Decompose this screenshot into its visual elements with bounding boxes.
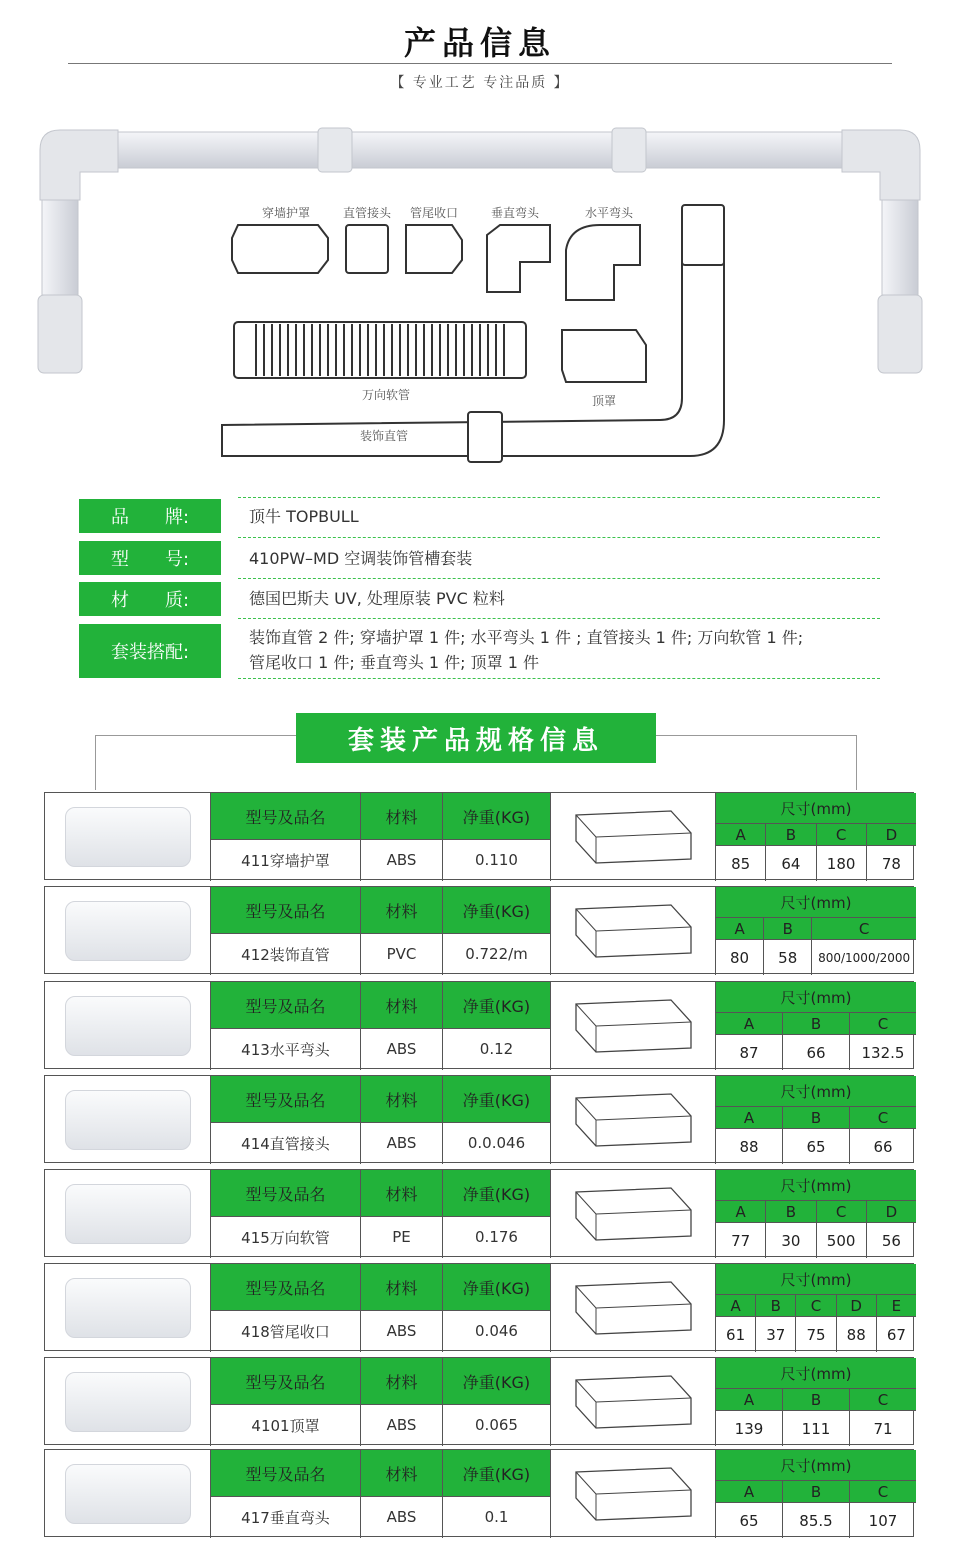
model-name: 415万向软管 [210,1216,360,1258]
page-subtitle: 【 专业工艺 专注品质 】 [390,75,570,91]
dimension-header-row [716,1480,916,1502]
dimension-header-row [716,1388,916,1410]
row-divider [210,1028,550,1029]
dimension-key: A [734,919,745,938]
product-photo [65,1464,191,1524]
weight-value: 0.722/m [442,933,550,975]
spec-title: 套装产品规格信息 [296,713,656,763]
dimension-value-row [716,1128,916,1164]
row-divider [210,1122,550,1123]
weight-value: 0.110 [442,839,550,881]
model-name: 412装饰直管 [210,933,360,975]
dimension-table [715,1264,915,1352]
row-divider [210,1496,550,1497]
dimension-value: 107 [849,1503,916,1538]
product-photo [65,1184,191,1244]
model-name: 411穿墙护罩 [210,839,360,881]
dimension-diagram [550,982,715,1070]
weight-value: 0.065 [442,1404,550,1446]
header-model: 型号及品名 [210,1450,360,1496]
dimension-key: D [866,1201,916,1222]
row-divider [210,1310,550,1311]
dimension-table [715,1170,915,1258]
dimension-value: 800/1000/2000 [811,940,916,975]
row-divider [210,1216,550,1217]
dimension-table [715,982,915,1070]
dimension-key: B [763,918,811,939]
header-weight: 净重(KG) [442,982,550,1028]
spec-row [44,792,914,880]
dimension-value: 132.5 [849,1035,916,1070]
info-divider [238,497,880,498]
dimension-value-row [716,1410,916,1446]
dimension-key: B [782,1389,849,1410]
weight-value: 0.176 [442,1216,550,1258]
header-model: 型号及品名 [210,1358,360,1404]
model-name: 417垂直弯头 [210,1496,360,1538]
dimension-value-row [716,939,916,975]
spec-row [44,1449,914,1537]
dimension-header-row [716,823,916,845]
dimension-key: C [795,1295,835,1316]
dimension-key: C [811,918,916,939]
dimension-header-row [716,1294,916,1316]
dimension-value: 87 [739,1043,759,1062]
dimension-diagram [550,793,715,881]
dimension-value: 85.5 [782,1503,849,1538]
material-value: PE [360,1216,442,1258]
dimension-key: C [849,1013,916,1034]
header-model: 型号及品名 [210,982,360,1028]
dimension-key: A [743,1482,755,1501]
material-value: PVC [360,933,442,975]
info-divider [238,618,880,619]
header-weight: 净重(KG) [442,1170,550,1216]
dimension-table [715,1076,915,1164]
dimension-title: 尺寸(mm) [716,1170,916,1200]
dimension-value: 66 [782,1035,849,1070]
title-divider [68,63,892,64]
dimension-table [715,1358,915,1446]
dimension-key: B [782,1107,849,1128]
header-material: 材料 [360,1264,442,1310]
dimension-value: 85 [731,854,751,873]
info-value: 410PW–MD 空调装饰管槽套装 [249,549,473,568]
dimension-key: B [765,1201,815,1222]
dimension-value: 61 [726,1325,746,1344]
model-name: 4101顶罩 [210,1404,360,1446]
dimension-value: 78 [866,846,916,881]
dimension-title: 尺寸(mm) [716,1076,916,1106]
dimension-value-row [716,1034,916,1070]
info-model [79,541,884,575]
header-material: 材料 [360,887,442,933]
dimension-table [715,793,915,881]
dimension-header-row [716,917,916,939]
info-material [79,582,884,616]
info-value-line2: 管尾收口 1 件; 垂直弯头 1 件; 顶罩 1 件 [249,653,540,672]
header-weight: 净重(KG) [442,1076,550,1122]
spec-row [44,1169,914,1257]
dimension-value: 37 [755,1317,795,1352]
material-value: ABS [360,1310,442,1352]
header-model: 型号及品名 [210,793,360,839]
label-wall-cover: 穿墙护罩 [262,206,311,220]
label-vertical-elbow: 垂直弯头 [491,206,540,220]
dimension-value: 180 [816,846,866,881]
product-illustration [0,100,960,490]
product-photo [65,996,191,1056]
spec-row [44,1263,914,1351]
dimension-table [715,1450,915,1538]
product-photo [65,807,191,867]
dimension-key: C [849,1107,916,1128]
header-model: 型号及品名 [210,1076,360,1122]
dimension-value: 65 [782,1129,849,1164]
info-brand [79,499,884,533]
dimension-key: D [866,824,916,845]
header-model: 型号及品名 [210,1264,360,1310]
weight-value: 0.046 [442,1310,550,1352]
dimension-diagram [550,1450,715,1538]
header-material: 材料 [360,793,442,839]
row-divider [210,839,550,840]
dimension-value: 80 [730,948,750,967]
label-flexible-hose: 万向软管 [362,388,411,402]
weight-value: 0.0.046 [442,1122,550,1164]
weight-value: 0.12 [442,1028,550,1070]
dimension-key: B [765,824,815,845]
header-model: 型号及品名 [210,1170,360,1216]
header-weight: 净重(KG) [442,1358,550,1404]
dimension-value: 75 [795,1317,835,1352]
dimension-key: C [816,1201,866,1222]
dimension-header-row [716,1200,916,1222]
material-value: ABS [360,1496,442,1538]
header-material: 材料 [360,1170,442,1216]
label-straight-joint: 直管接头 [343,206,392,220]
dimension-table [715,887,915,975]
row-divider [210,1404,550,1405]
dimension-key: B [782,1481,849,1502]
header-model: 型号及品名 [210,887,360,933]
dimension-value-row [716,1502,916,1538]
info-label: 品 牌: [79,499,221,533]
info-divider [238,578,880,579]
dimension-key: A [735,1202,746,1221]
material-value: ABS [360,1404,442,1446]
dimension-title: 尺寸(mm) [716,1264,916,1294]
dimension-header-row [716,1012,916,1034]
spec-row [44,981,914,1069]
dimension-key: A [735,825,746,844]
dimension-value: 65 [739,1511,759,1530]
dimension-value: 71 [849,1411,916,1446]
row-divider [210,933,550,934]
dimension-header-row [716,1106,916,1128]
page-title: 产品信息 [403,24,556,62]
dimension-key: A [730,1296,741,1315]
material-value: ABS [360,839,442,881]
dimension-diagram [550,1264,715,1352]
pipe-set-drawing [0,100,960,490]
info-label: 材 质: [79,582,221,616]
dimension-value-row [716,845,916,881]
dimension-key: D [836,1295,876,1316]
spec-row [44,886,914,974]
dimension-value: 66 [849,1129,916,1164]
material-value: ABS [360,1122,442,1164]
model-name: 414直管接头 [210,1122,360,1164]
dimension-key: A [743,1108,755,1127]
dimension-diagram [550,1170,715,1258]
dimension-title: 尺寸(mm) [716,1358,916,1388]
info-label: 型 号: [79,541,221,575]
dimension-value: 88 [739,1137,759,1156]
label-end-cap: 管尾收口 [410,206,459,220]
dimension-key: C [849,1389,916,1410]
model-name: 413水平弯头 [210,1028,360,1070]
dimension-value: 56 [866,1223,916,1258]
weight-value: 0.1 [442,1496,550,1538]
dimension-value: 58 [763,940,811,975]
header-material: 材料 [360,1076,442,1122]
header-weight: 净重(KG) [442,887,550,933]
header-material: 材料 [360,982,442,1028]
dimension-value: 500 [816,1223,866,1258]
header-material: 材料 [360,1358,442,1404]
header-weight: 净重(KG) [442,1264,550,1310]
info-divider [238,678,880,679]
label-top-cover: 顶罩 [592,394,617,408]
info-value: 顶牛 TOPBULL [249,507,359,526]
label-decor-pipe: 装饰直管 [360,429,409,443]
dimension-value: 111 [782,1411,849,1446]
dimension-value: 139 [734,1419,764,1438]
dimension-value: 64 [765,846,815,881]
dimension-key: B [755,1295,795,1316]
dimension-key: C [849,1481,916,1502]
info-set-contents [79,624,884,678]
product-photo [65,1372,191,1432]
spec-row [44,1357,914,1445]
spec-row [44,1075,914,1163]
info-divider [238,537,880,538]
dimension-value-row [716,1316,916,1352]
header-weight: 净重(KG) [442,793,550,839]
dimension-key: E [876,1295,916,1316]
dimension-value-row [716,1222,916,1258]
dimension-title: 尺寸(mm) [716,1450,916,1480]
dimension-title: 尺寸(mm) [716,793,916,823]
dimension-key: B [782,1013,849,1034]
info-label: 套装搭配: [79,624,221,678]
dimension-key: A [743,1390,755,1409]
model-name: 418管尾收口 [210,1310,360,1352]
dimension-key: A [743,1014,755,1033]
dimension-title: 尺寸(mm) [716,982,916,1012]
header-weight: 净重(KG) [442,1450,550,1496]
dimension-title: 尺寸(mm) [716,887,916,917]
product-photo [65,1090,191,1150]
product-photo [65,1278,191,1338]
dimension-value: 88 [836,1317,876,1352]
label-horizontal-elbow: 水平弯头 [585,206,634,220]
info-value: 装饰直管 2 件; 穿墙护罩 1 件; 水平弯头 1 件 ; 直管接头 1 件; 万向软管 1 件; [249,628,804,647]
product-photo [65,901,191,961]
info-value: 德国巴斯夫 UV, 处理原装 PVC 粒料 [249,589,505,608]
dimension-value: 30 [765,1223,815,1258]
dimension-value: 67 [876,1317,916,1352]
material-value: ABS [360,1028,442,1070]
header-material: 材料 [360,1450,442,1496]
dimension-diagram [550,887,715,975]
dimension-diagram [550,1358,715,1446]
dimension-key: C [816,824,866,845]
dimension-value: 77 [731,1231,751,1250]
dimension-diagram [550,1076,715,1164]
